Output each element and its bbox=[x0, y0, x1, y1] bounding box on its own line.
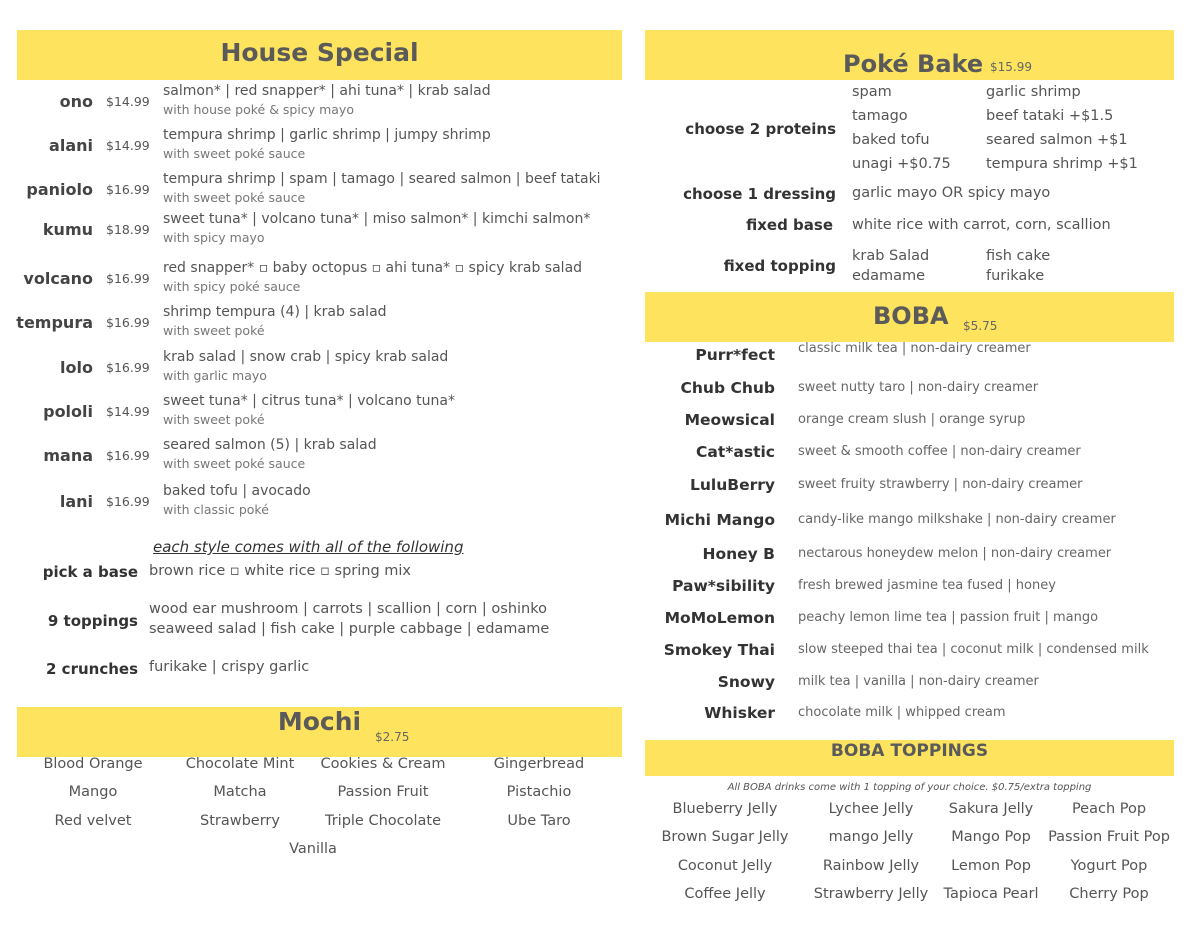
boba-toppings-note: All BOBA drinks come with 1 topping of your choice. $0.75/extra topping bbox=[727, 782, 1092, 793]
boba-drink-desc: classic milk tea | non-dairy creamer bbox=[798, 341, 1031, 356]
boba-topping-item: Coffee Jelly bbox=[684, 886, 766, 902]
special-sub: with sweet poké sauce bbox=[163, 456, 306, 471]
mochi-title: Mochi bbox=[277, 707, 362, 736]
special-price: $16.99 bbox=[106, 315, 150, 330]
boba-topping-item: Brown Sugar Jelly bbox=[661, 829, 789, 845]
mochi-flavor: Passion Fruit bbox=[337, 784, 429, 800]
boba-title: BOBA bbox=[873, 302, 949, 330]
boba-topping-item: mango Jelly bbox=[828, 829, 914, 845]
boba-price: $5.75 bbox=[963, 319, 998, 333]
special-sub: with sweet poké bbox=[163, 412, 265, 427]
included-heading: each style comes with all of the following bbox=[153, 538, 464, 556]
proteins-label: choose 2 proteins bbox=[685, 120, 836, 138]
special-sub: with spicy poké sauce bbox=[163, 279, 301, 294]
dressing-value: garlic mayo OR spicy mayo bbox=[852, 185, 1051, 201]
mochi-flavor: Chocolate Mint bbox=[185, 756, 295, 772]
boba-topping-item: Passion Fruit Pop bbox=[1048, 829, 1170, 845]
special-name: ono bbox=[59, 92, 93, 111]
fixed-base-value: white rice with carrot, corn, scallion bbox=[852, 217, 1111, 233]
mochi-flavor: Triple Chocolate bbox=[324, 813, 442, 829]
mochi-flavor: Mango bbox=[68, 784, 118, 800]
mochi-flavor: Gingerbread bbox=[493, 756, 585, 772]
boba-drink-name: Whisker bbox=[704, 704, 775, 722]
special-name: lani bbox=[59, 492, 93, 511]
protein-option: tamago bbox=[852, 108, 908, 124]
mochi-flavor: Vanilla bbox=[289, 841, 337, 857]
protein-option: unagi +$0.75 bbox=[852, 156, 951, 172]
mochi-flavor: Cookies & Cream bbox=[320, 756, 446, 772]
boba-drink-desc: chocolate milk | whipped cream bbox=[798, 705, 1006, 720]
special-sub: with classic poké bbox=[163, 502, 269, 517]
boba-drink-desc: sweet & smooth coffee | non-dairy creamer bbox=[798, 444, 1081, 459]
special-desc: salmon* | red snapper* | ahi tuna* | krab salad bbox=[163, 83, 491, 99]
fixed-topping-item: krab Salad bbox=[852, 248, 930, 264]
crunches-label: 2 crunches bbox=[46, 660, 138, 678]
boba-topping-item: Mango Pop bbox=[951, 829, 1031, 845]
special-price: $16.99 bbox=[106, 271, 150, 286]
boba-drink-name: Purr*fect bbox=[695, 346, 775, 364]
special-sub: with garlic mayo bbox=[163, 368, 267, 383]
boba-topping-item: Lychee Jelly bbox=[828, 801, 914, 817]
special-price: $14.99 bbox=[106, 138, 150, 153]
mochi-flavor: Red velvet bbox=[54, 813, 132, 829]
boba-drink-name: Michi Mango bbox=[664, 511, 775, 529]
boba-drink-name: Snowy bbox=[717, 673, 775, 691]
boba-topping-item: Strawberry Jelly bbox=[813, 886, 929, 902]
boba-drink-desc: sweet fruity strawberry | non-dairy creamer bbox=[798, 477, 1083, 492]
boba-drink-name: LuluBerry bbox=[690, 476, 775, 494]
poke-bake-title: Poké Bake bbox=[843, 50, 984, 78]
mochi-flavor: Ube Taro bbox=[507, 813, 571, 829]
special-sub: with sweet poké sauce bbox=[163, 190, 306, 205]
special-price: $16.99 bbox=[106, 182, 150, 197]
boba-topping-item: Cherry Pop bbox=[1069, 886, 1149, 902]
special-sub: with sweet poké sauce bbox=[163, 146, 306, 161]
special-price: $14.99 bbox=[106, 94, 150, 109]
boba-drink-desc: peachy lemon lime tea | passion fruit | mango bbox=[798, 610, 1099, 625]
boba-topping-item: Blueberry Jelly bbox=[672, 801, 778, 817]
special-desc: sweet tuna* | citrus tuna* | volcano tuna* bbox=[163, 393, 455, 409]
mochi-price: $2.75 bbox=[375, 730, 410, 744]
special-name: tempura bbox=[16, 313, 93, 332]
special-desc: sweet tuna* | volcano tuna* | miso salmon* | kimchi salmon* bbox=[163, 211, 591, 227]
fixed-topping-label: fixed topping bbox=[723, 257, 836, 275]
boba-drink-desc: nectarous honeydew melon | non-dairy creamer bbox=[798, 546, 1112, 561]
fixed-topping-item: edamame bbox=[852, 268, 926, 284]
special-price: $14.99 bbox=[106, 404, 150, 419]
special-name: mana bbox=[43, 446, 93, 465]
boba-topping-item: Rainbow Jelly bbox=[822, 858, 920, 874]
mochi-flavor: Strawberry bbox=[200, 813, 280, 829]
special-price: $16.99 bbox=[106, 360, 150, 375]
special-price: $16.99 bbox=[106, 448, 150, 463]
fixed-base-label: fixed base bbox=[746, 216, 833, 234]
protein-option: spam bbox=[852, 84, 892, 100]
boba-drink-desc: milk tea | vanilla | non-dairy creamer bbox=[798, 674, 1039, 689]
special-price: $18.99 bbox=[106, 222, 150, 237]
boba-topping-item: Lemon Pop bbox=[951, 858, 1031, 874]
special-name: kumu bbox=[42, 220, 93, 239]
special-desc: krab salad | snow crab | spicy krab salad bbox=[163, 349, 449, 365]
toppings-line-1: wood ear mushroom | carrots | scallion | corn | oshinko bbox=[149, 601, 547, 617]
special-sub: with sweet poké bbox=[163, 323, 265, 338]
protein-option: garlic shrimp bbox=[986, 84, 1081, 100]
special-desc: tempura shrimp | garlic shrimp | jumpy shrimp bbox=[163, 127, 491, 143]
base-value: brown rice ▫ white rice ▫ spring mix bbox=[149, 563, 412, 579]
boba-drink-desc: fresh brewed jasmine tea fused | honey bbox=[798, 578, 1056, 593]
house-special-title: House Special bbox=[220, 38, 419, 67]
mochi-flavor: Matcha bbox=[213, 784, 267, 800]
boba-topping-item: Coconut Jelly bbox=[677, 858, 773, 874]
special-desc: tempura shrimp | spam | tamago | seared salmon | beef tataki bbox=[163, 171, 601, 187]
fixed-topping-item: furikake bbox=[986, 268, 1045, 284]
boba-topping-item: Peach Pop bbox=[1071, 801, 1147, 817]
boba-topping-item: Tapioca Pearl bbox=[943, 886, 1039, 902]
special-sub: with spicy mayo bbox=[163, 230, 265, 245]
boba-drink-name: Meowsical bbox=[684, 411, 775, 429]
special-desc: red snapper* ▫ baby octopus ▫ ahi tuna* ▫ spicy krab salad bbox=[163, 260, 583, 276]
toppings-line-2: seaweed salad | fish cake | purple cabbage | edamame bbox=[149, 621, 550, 637]
special-name: volcano bbox=[23, 269, 93, 288]
fixed-topping-item: fish cake bbox=[986, 248, 1051, 264]
special-name: paniolo bbox=[26, 180, 93, 199]
special-name: pololi bbox=[43, 402, 93, 421]
special-name: lolo bbox=[60, 358, 93, 377]
special-sub: with house poké & spicy mayo bbox=[163, 102, 354, 117]
boba-drink-name: Honey B bbox=[702, 545, 775, 563]
special-desc: shrimp tempura (4) | krab salad bbox=[163, 304, 387, 320]
mochi-flavor: Blood Orange bbox=[43, 756, 143, 772]
special-desc: seared salmon (5) | krab salad bbox=[163, 437, 377, 453]
special-name: alani bbox=[49, 136, 93, 155]
protein-option: baked tofu bbox=[852, 132, 930, 148]
dressing-label: choose 1 dressing bbox=[683, 185, 836, 203]
boba-drink-desc: sweet nutty taro | non-dairy creamer bbox=[798, 380, 1039, 395]
boba-topping-item: Yogurt Pop bbox=[1070, 858, 1148, 874]
boba-drink-name: MoMoLemon bbox=[664, 609, 775, 627]
crunches-value: furikake | crispy garlic bbox=[149, 659, 310, 675]
boba-topping-item: Sakura Jelly bbox=[948, 801, 1034, 817]
boba-drink-name: Smokey Thai bbox=[663, 641, 775, 659]
boba-drink-name: Paw*sibility bbox=[672, 577, 775, 595]
boba-toppings-title: BOBA TOPPINGS bbox=[830, 741, 989, 761]
boba-drink-name: Chub Chub bbox=[680, 379, 775, 397]
special-desc: baked tofu | avocado bbox=[163, 483, 311, 499]
special-price: $16.99 bbox=[106, 494, 150, 509]
boba-drink-name: Cat*astic bbox=[696, 443, 775, 461]
boba-drink-desc: candy-like mango milkshake | non-dairy creamer bbox=[798, 512, 1116, 527]
boba-drink-desc: orange cream slush | orange syrup bbox=[798, 412, 1026, 427]
protein-option: seared salmon +$1 bbox=[986, 132, 1128, 148]
base-label: pick a base bbox=[42, 563, 138, 581]
toppings-label: 9 toppings bbox=[47, 612, 138, 630]
poke-bake-price: $15.99 bbox=[990, 60, 1032, 74]
protein-option: tempura shrimp +$1 bbox=[986, 156, 1138, 172]
protein-option: beef tataki +$1.5 bbox=[986, 108, 1114, 124]
mochi-flavor: Pistachio bbox=[506, 784, 572, 800]
boba-drink-desc: slow steeped thai tea | coconut milk | condensed milk bbox=[798, 642, 1149, 657]
